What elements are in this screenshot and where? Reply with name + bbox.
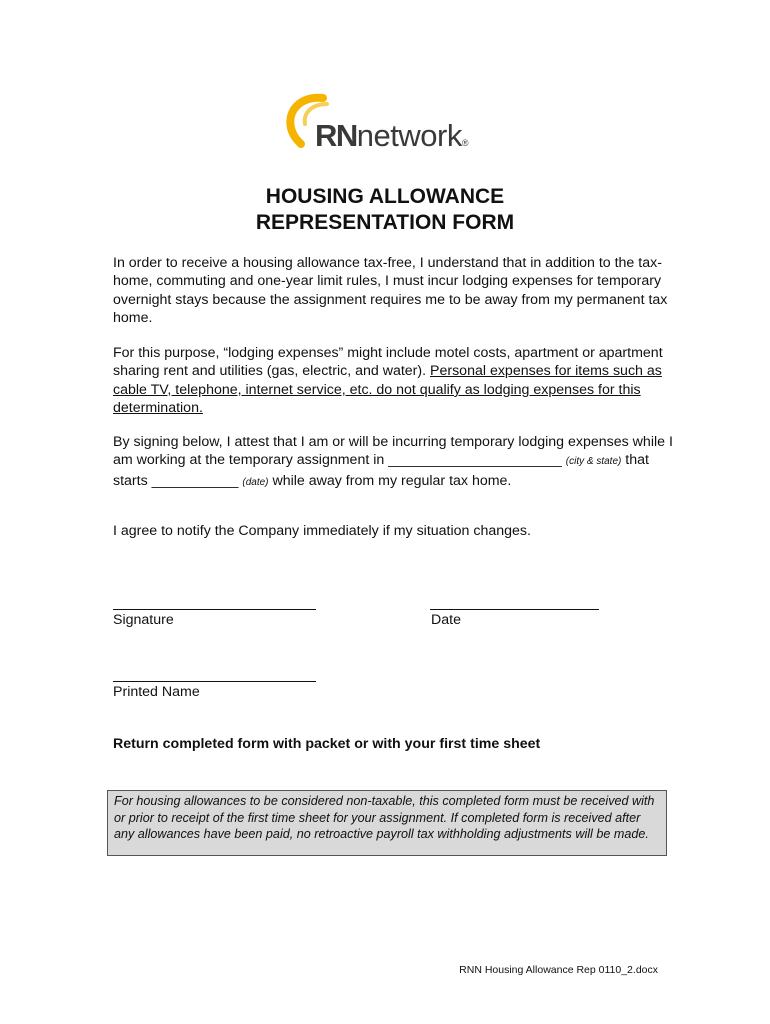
logo-text-regular: network bbox=[356, 118, 462, 153]
date-line[interactable] bbox=[430, 609, 599, 610]
paragraph-tax-rules: In order to receive a housing allowance tax-free, I understand that in addition to the tax-home, commuting and one-year limit rules, I must incur lodging expenses for temporary overnight stays because the assignment requires me to be away from my permanent tax home. bbox=[113, 255, 668, 327]
rnnetwork-logo bbox=[283, 92, 503, 156]
form-title-line2: REPRESENTATION FORM bbox=[255, 211, 515, 234]
paragraph-lodging-expenses bbox=[113, 344, 673, 418]
city-state-blank: ______________________ bbox=[388, 452, 562, 469]
logo-wordmark bbox=[315, 118, 468, 154]
logo-text-bold: RN bbox=[315, 118, 357, 153]
attestation-text-c: while away from my regular tax home. bbox=[272, 472, 512, 489]
logo-registered-mark: ® bbox=[461, 138, 468, 148]
attestation-text-a: By signing below, I attest that I am or will be incurring temporary lodging expenses while I am working at the temporary assignment in bbox=[113, 434, 673, 469]
notice-box: For housing allowances to be considered non-taxable, this completed form must be received with or prior to receipt of the first time sheet for your assignment. If completed form is received after any allowances have been paid, no retroactive payroll tax withholding adjustments will be made. bbox=[107, 790, 667, 856]
personal-expenses-text: Personal expenses for items such as cable TV, telephone, internet service, etc. do not qualify as lodging expenses for this determination. bbox=[113, 363, 662, 417]
lodging-expenses-text: For this purpose, “lodging expenses” might include motel costs, apartment or apartment sharing rent and utilities (gas, electric, and water). bbox=[113, 345, 663, 380]
paragraph-notify: I agree to notify the Company immediately if my situation changes. bbox=[113, 523, 531, 539]
attestation-text-b: that starts bbox=[113, 452, 649, 489]
paragraph-attestation bbox=[113, 433, 673, 492]
date-label: Date bbox=[431, 612, 461, 628]
form-title-line1: HOUSING ALLOWANCE bbox=[265, 185, 505, 208]
printed-name-line[interactable] bbox=[113, 681, 316, 682]
signature-line[interactable] bbox=[113, 609, 316, 610]
start-date-hint: (date) bbox=[242, 476, 269, 488]
signature-label: Signature bbox=[113, 612, 174, 628]
return-instruction: Return completed form with packet or with your first time sheet bbox=[113, 736, 541, 752]
printed-name-label: Printed Name bbox=[113, 684, 200, 700]
city-state-hint: (city & state) bbox=[565, 456, 622, 468]
start-date-blank: ___________ bbox=[151, 472, 239, 489]
footer-filename: RNN Housing Allowance Rep 0110_2.docx bbox=[459, 964, 658, 976]
